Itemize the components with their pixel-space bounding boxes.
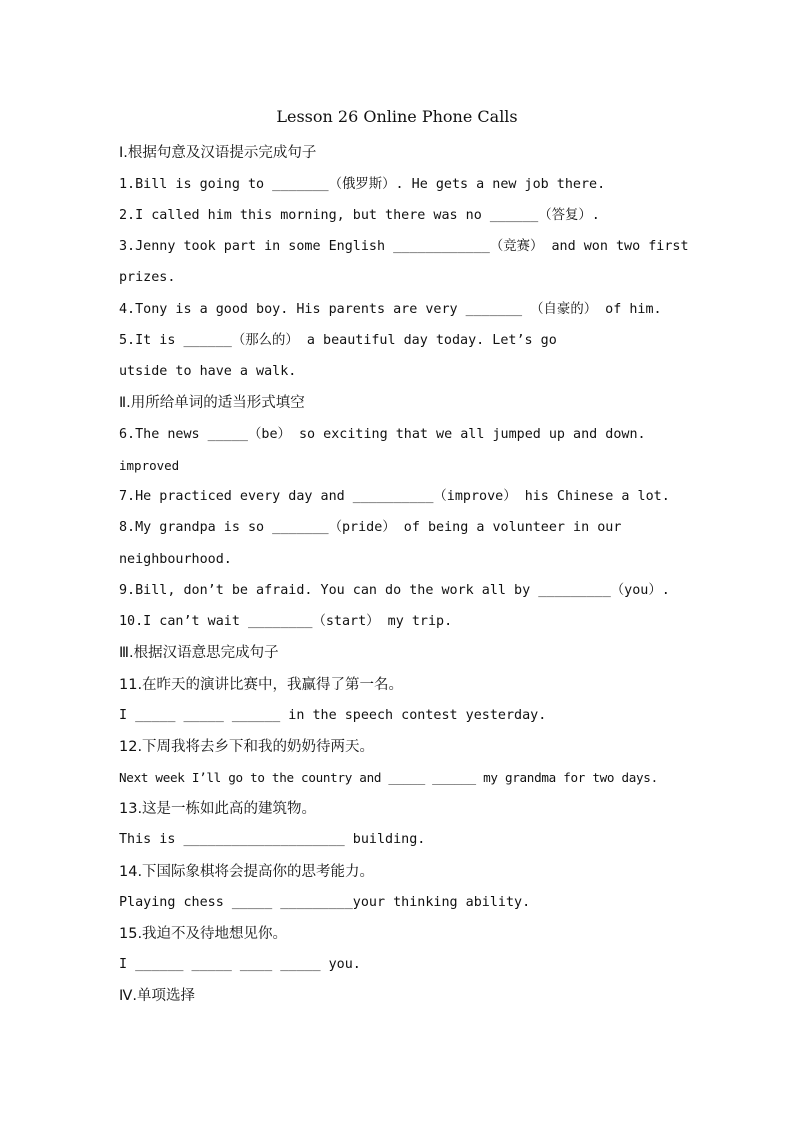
page-title: Lesson 26 Online Phone Calls (276, 107, 518, 126)
question-12-prompt: 12.下周我将去乡下和我的奶奶待两天。 (119, 739, 375, 755)
question-11-answer: I _____ _____ ______ in the speech contest yesterday. (119, 708, 547, 723)
answer-note: improved (119, 458, 180, 473)
question-15-prompt: 15.我迫不及待地想见你。 (119, 926, 288, 942)
section-heading-4: Ⅳ.单项选择 (119, 988, 195, 1004)
question-6: 6.The news _____（be） so exciting that we all jumped up and down. (119, 427, 646, 442)
section-heading-2: Ⅱ.用所给单词的适当形式填空 (119, 395, 305, 411)
question-12-answer: Next week I’ll go to the country and _____ ______ my grandma for two days. (119, 770, 658, 785)
question-1: 1.Bill is going to _______（俄罗斯）. He gets a new job there. (119, 177, 606, 192)
question-5: 5.It is ______（那么的） a beautiful day today. Let’s go (119, 333, 557, 348)
question-14-prompt: 14.下国际象棋将会提高你的思考能力。 (119, 864, 375, 880)
question-14-answer: Playing chess _____ _________your thinking ability. (119, 895, 531, 910)
question-3-continued: prizes. (119, 270, 176, 285)
question-2: 2.I called him this morning, but there was no ______（答复）. (119, 208, 600, 223)
question-13-answer: This is ____________________ building. (119, 832, 426, 847)
question-4: 4.Tony is a good boy. His parents are very _______ （自豪的） of him. (119, 302, 662, 317)
question-10: 10.I can’t wait ________（start） my trip. (119, 614, 453, 629)
question-13-prompt: 13.这是一栋如此高的建筑物。 (119, 801, 317, 817)
question-9: 9.Bill, don’t be afraid. You can do the work all by _________（you）. (119, 583, 670, 598)
question-8: 8.My grandpa is so _______（pride） of being a volunteer in our (119, 520, 622, 535)
question-8-continued: neighbourhood. (119, 552, 232, 567)
question-11-prompt: 11.在昨天的演讲比赛中，我赢得了第一名。 (119, 677, 404, 693)
section-heading-1: Ⅰ.根据句意及汉语提示完成句子 (119, 145, 317, 161)
section-heading-3: Ⅲ.根据汉语意思完成句子 (119, 645, 279, 661)
question-3: 3.Jenny took part in some English ____________（竞赛） and won two first (119, 239, 689, 254)
question-5-continued: utside to have a walk. (119, 364, 297, 379)
question-7: 7.He practiced every day and __________（improve） his Chinese a lot. (119, 489, 670, 504)
question-15-answer: I ______ _____ ____ _____ you. (119, 957, 361, 972)
